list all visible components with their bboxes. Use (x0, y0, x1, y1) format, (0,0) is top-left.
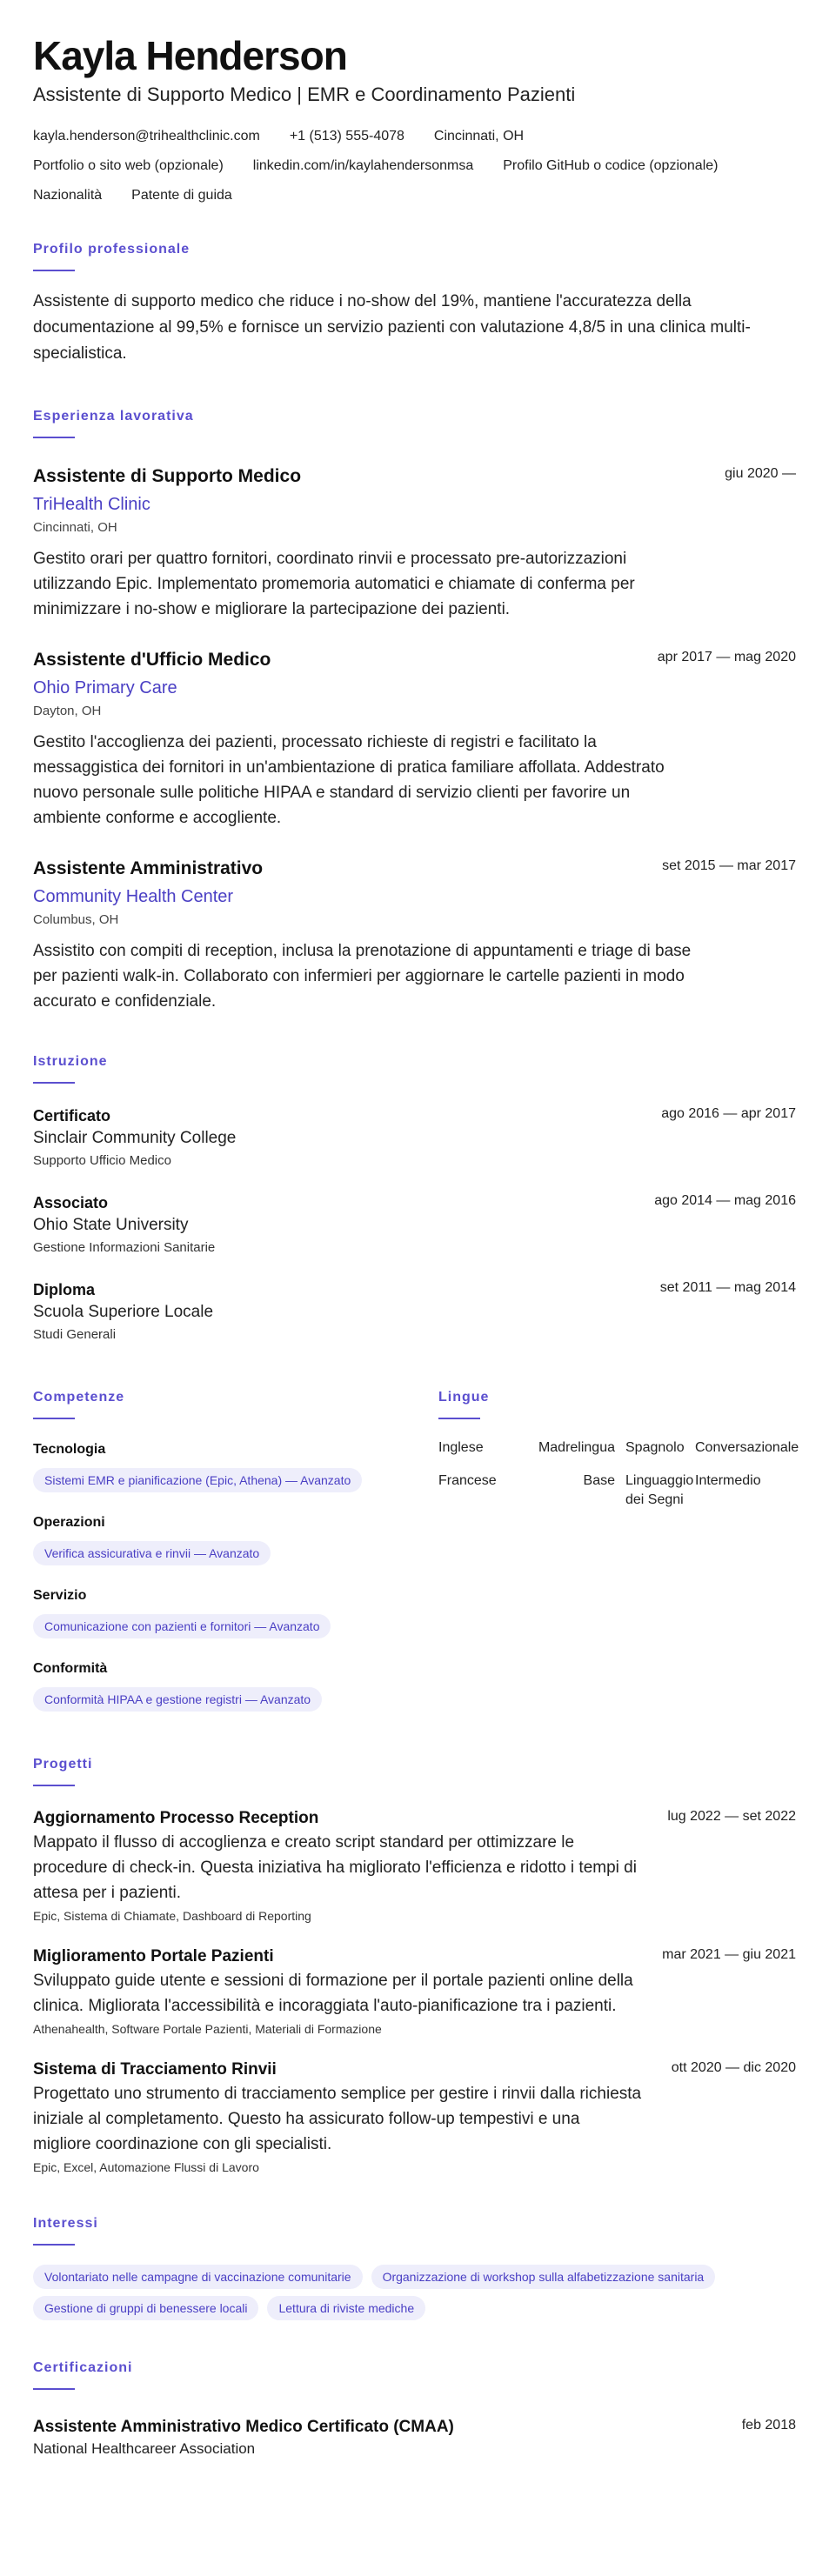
section-divider (438, 1418, 480, 1419)
language-row (438, 1472, 796, 1510)
job-description: Assistito con compiti di reception, inclusa la prenotazione di appuntamenti e triage di base per pazienti walk-in. Collaborato con infermieri per aggiornare le cartelle pazienti in modo accurato e confidenziale. (33, 942, 692, 1011)
entry-date: feb 2018 (741, 2418, 796, 2433)
languages-table (438, 1438, 799, 1510)
resume-header (33, 33, 796, 205)
field-of-study: Gestione Informazioni Sanitarie (33, 1240, 216, 1255)
interests-list (33, 2258, 796, 2320)
contact-github[interactable]: Profilo GitHub o codice (opzionale) (503, 158, 719, 173)
section-title: Esperienza lavorativa (33, 409, 194, 424)
certifications-section (33, 2359, 796, 2459)
contact-info (33, 127, 796, 205)
interests-section (33, 2214, 796, 2320)
skill-category: Servizio (33, 1588, 87, 1603)
language-level: Base (583, 1473, 615, 1488)
skill-category: Operazioni (33, 1515, 105, 1530)
project-entry (33, 1807, 796, 1925)
language-row (438, 1438, 799, 1458)
job-company: TriHealth Clinic (33, 495, 150, 514)
section-title: Lingue (438, 1390, 490, 1405)
degree: Diploma (33, 1281, 96, 1298)
contact-email[interactable]: kayla.henderson@trihealthclinic.com (33, 129, 260, 143)
skill-group (33, 1586, 438, 1638)
candidate-name: Kayla Henderson (33, 33, 347, 78)
entry-date: ott 2020 — dic 2020 (671, 2060, 796, 2075)
section-title: Istruzione (33, 1054, 108, 1069)
project-title: Aggiornamento Processo Reception (33, 1809, 319, 1827)
entry-date: lug 2022 — set 2022 (667, 1809, 796, 1824)
contact-portfolio[interactable]: Portfolio o sito web (opzionale) (33, 158, 224, 173)
project-title: Sistema di Tracciamento Rinvii (33, 2060, 277, 2079)
section-divider (33, 2388, 75, 2390)
interest-chip: Volontariato nelle campagne di vaccinazione comunitarie (33, 2265, 363, 2289)
project-entry (33, 2059, 796, 2176)
entry-date: giu 2020 — (725, 466, 796, 481)
contact-phone[interactable]: +1 (513) 555-4078 (289, 129, 404, 143)
project-title: Miglioramento Portale Pazienti (33, 1947, 274, 1965)
school: Ohio State University (33, 1216, 189, 1234)
contact-linkedin[interactable]: linkedin.com/in/kaylahendersonmsa (252, 158, 474, 173)
section-title: Progetti (33, 1757, 93, 1772)
projects-section (33, 1755, 796, 2176)
certification-issuer: National Healthcareer Association (33, 2440, 256, 2457)
section-divider (33, 270, 75, 271)
project-description: Progettato uno strumento di tracciamento semplice per gestire i rinvii dalla richiesta iniziale al completamento. Questo ha assicurato follow-up tempestivi e una migliore coordinazione con gli specialisti. (33, 2085, 642, 2153)
section-title: Certificazioni (33, 2360, 133, 2375)
experience-section (33, 407, 796, 1014)
job-title: Assistente di Supporto Medico (33, 466, 302, 486)
language-level: Madrelingua (538, 1440, 615, 1455)
language-level: Intermedio (695, 1473, 761, 1488)
section-title: Profilo professionale (33, 242, 191, 257)
skill-chip: Sistemi EMR e pianificazione (Epic, Athena) — Avanzato (33, 1468, 362, 1492)
certification-entry (33, 2416, 796, 2459)
school: Sinclair Community College (33, 1129, 237, 1147)
degree: Associato (33, 1194, 109, 1211)
experience-entry (33, 648, 796, 831)
entry-date: ago 2014 — mag 2016 (654, 1193, 796, 1208)
summary-text: Assistente di supporto medico che riduce i no-show del 19%, mantiene l'accuratezza della documentazione al 99,5% e fornisce un servizio pazienti con valutazione 4,8/5 in una clinica multi-specialistica. (33, 292, 751, 363)
skills-section (33, 1388, 438, 1712)
skill-chip: Comunicazione con pazienti e fornitori — Avanzato (33, 1614, 331, 1638)
project-entry (33, 1945, 796, 2038)
certification-name: Assistente Amministrativo Medico Certificato (CMAA) (33, 2418, 454, 2436)
experience-entry (33, 464, 796, 622)
job-location: Columbus, OH (33, 912, 119, 927)
contact-driving-license: Patente di guida (131, 188, 232, 203)
job-title: Assistente d'Ufficio Medico (33, 650, 271, 670)
language-name: Spagnolo (625, 1440, 685, 1455)
skill-group (33, 1513, 438, 1565)
interest-chip: Lettura di riviste mediche (267, 2296, 425, 2320)
field-of-study: Studi Generali (33, 1327, 117, 1342)
project-description: Sviluppato guide utente e sessioni di formazione per il portale pazienti online della clinica. Migliorata l'accessibilità e incoraggiata l'auto-pianificazione tra i pazienti. (33, 1972, 633, 2015)
language-level: Conversazionale (695, 1440, 799, 1455)
entry-date: mar 2021 — giu 2021 (662, 1947, 796, 1962)
job-location: Dayton, OH (33, 704, 102, 718)
entry-date: set 2011 — mag 2014 (659, 1280, 796, 1295)
interest-chip: Organizzazione di workshop sulla alfabetizzazione sanitaria (371, 2265, 716, 2289)
languages-section (438, 1388, 799, 1712)
entry-date: ago 2016 — apr 2017 (661, 1106, 796, 1121)
education-section (33, 1052, 796, 1345)
experience-entry (33, 857, 796, 1014)
section-title: Competenze (33, 1390, 125, 1405)
language-name: Francese (438, 1473, 497, 1488)
contact-nationality: Nazionalità (33, 188, 103, 203)
section-divider (33, 2244, 75, 2246)
skill-chip: Conformità HIPAA e gestione registri — Avanzato (33, 1687, 322, 1712)
education-entry (33, 1278, 796, 1345)
job-company: Community Health Center (33, 887, 234, 906)
section-divider (33, 1785, 75, 1786)
entry-date: apr 2017 — mag 2020 (657, 650, 796, 664)
language-name: Linguaggio dei Segni (625, 1473, 694, 1507)
degree: Certificato (33, 1107, 111, 1124)
skill-group (33, 1659, 438, 1712)
field-of-study: Supporto Ufficio Medico (33, 1153, 171, 1168)
project-tools: Epic, Sistema di Chiamate, Dashboard di Reporting (33, 1909, 311, 1923)
project-tools: Epic, Excel, Automazione Flussi di Lavoro (33, 2160, 259, 2174)
job-company: Ohio Primary Care (33, 678, 177, 697)
job-title: Assistente Amministrativo (33, 858, 264, 878)
contact-location: Cincinnati, OH (433, 129, 525, 143)
language-name: Inglese (438, 1440, 484, 1455)
education-entry (33, 1104, 796, 1171)
section-divider (33, 1082, 75, 1084)
skill-group (33, 1440, 438, 1492)
job-description: Gestito orari per quattro fornitori, coordinato rinvii e processato pre-autorizzazioni utilizzando Epic. Implementato promemoria automatici e chiamate di conferma per minimizzare i no-show e migliorare la partecipazione dei pazienti. (33, 550, 635, 618)
education-entry (33, 1191, 796, 1258)
skills-languages-row (33, 1388, 799, 1712)
project-tools: Athenahealth, Software Portale Pazienti, Materiali di Formazione (33, 2022, 382, 2036)
skill-category: Conformità (33, 1661, 108, 1676)
project-description: Mappato il flusso di accoglienza e creato script standard per ottimizzare le procedure di check-in. Questa iniziativa ha migliorato l'efficienza e ridotto i tempi di attesa per i pazienti. (33, 1833, 637, 1902)
job-description: Gestito l'accoglienza dei pazienti, processato richieste di registri e facilitato la messaggistica dei fornitori in un'ambientazione di pratica familiare affollata. Addestrato nuovo personale sulle politiche HIPAA e standard di servizio clienti per favorire un ambiente conforme e accogliente. (33, 733, 665, 827)
section-divider (33, 437, 75, 438)
school: Scuola Superiore Locale (33, 1303, 214, 1321)
job-location: Cincinnati, OH (33, 520, 117, 535)
section-divider (33, 1418, 75, 1419)
summary-section (33, 240, 796, 367)
entry-date: set 2015 — mar 2017 (662, 858, 796, 873)
skill-category: Tecnologia (33, 1442, 106, 1457)
interest-chip: Gestione di gruppi di benessere locali (33, 2296, 258, 2320)
section-title: Interessi (33, 2216, 98, 2231)
candidate-headline: Assistente di Supporto Medico | EMR e Coordinamento Pazienti (33, 83, 576, 105)
skill-chip: Verifica assicurativa e rinvii — Avanzato (33, 1541, 271, 1565)
